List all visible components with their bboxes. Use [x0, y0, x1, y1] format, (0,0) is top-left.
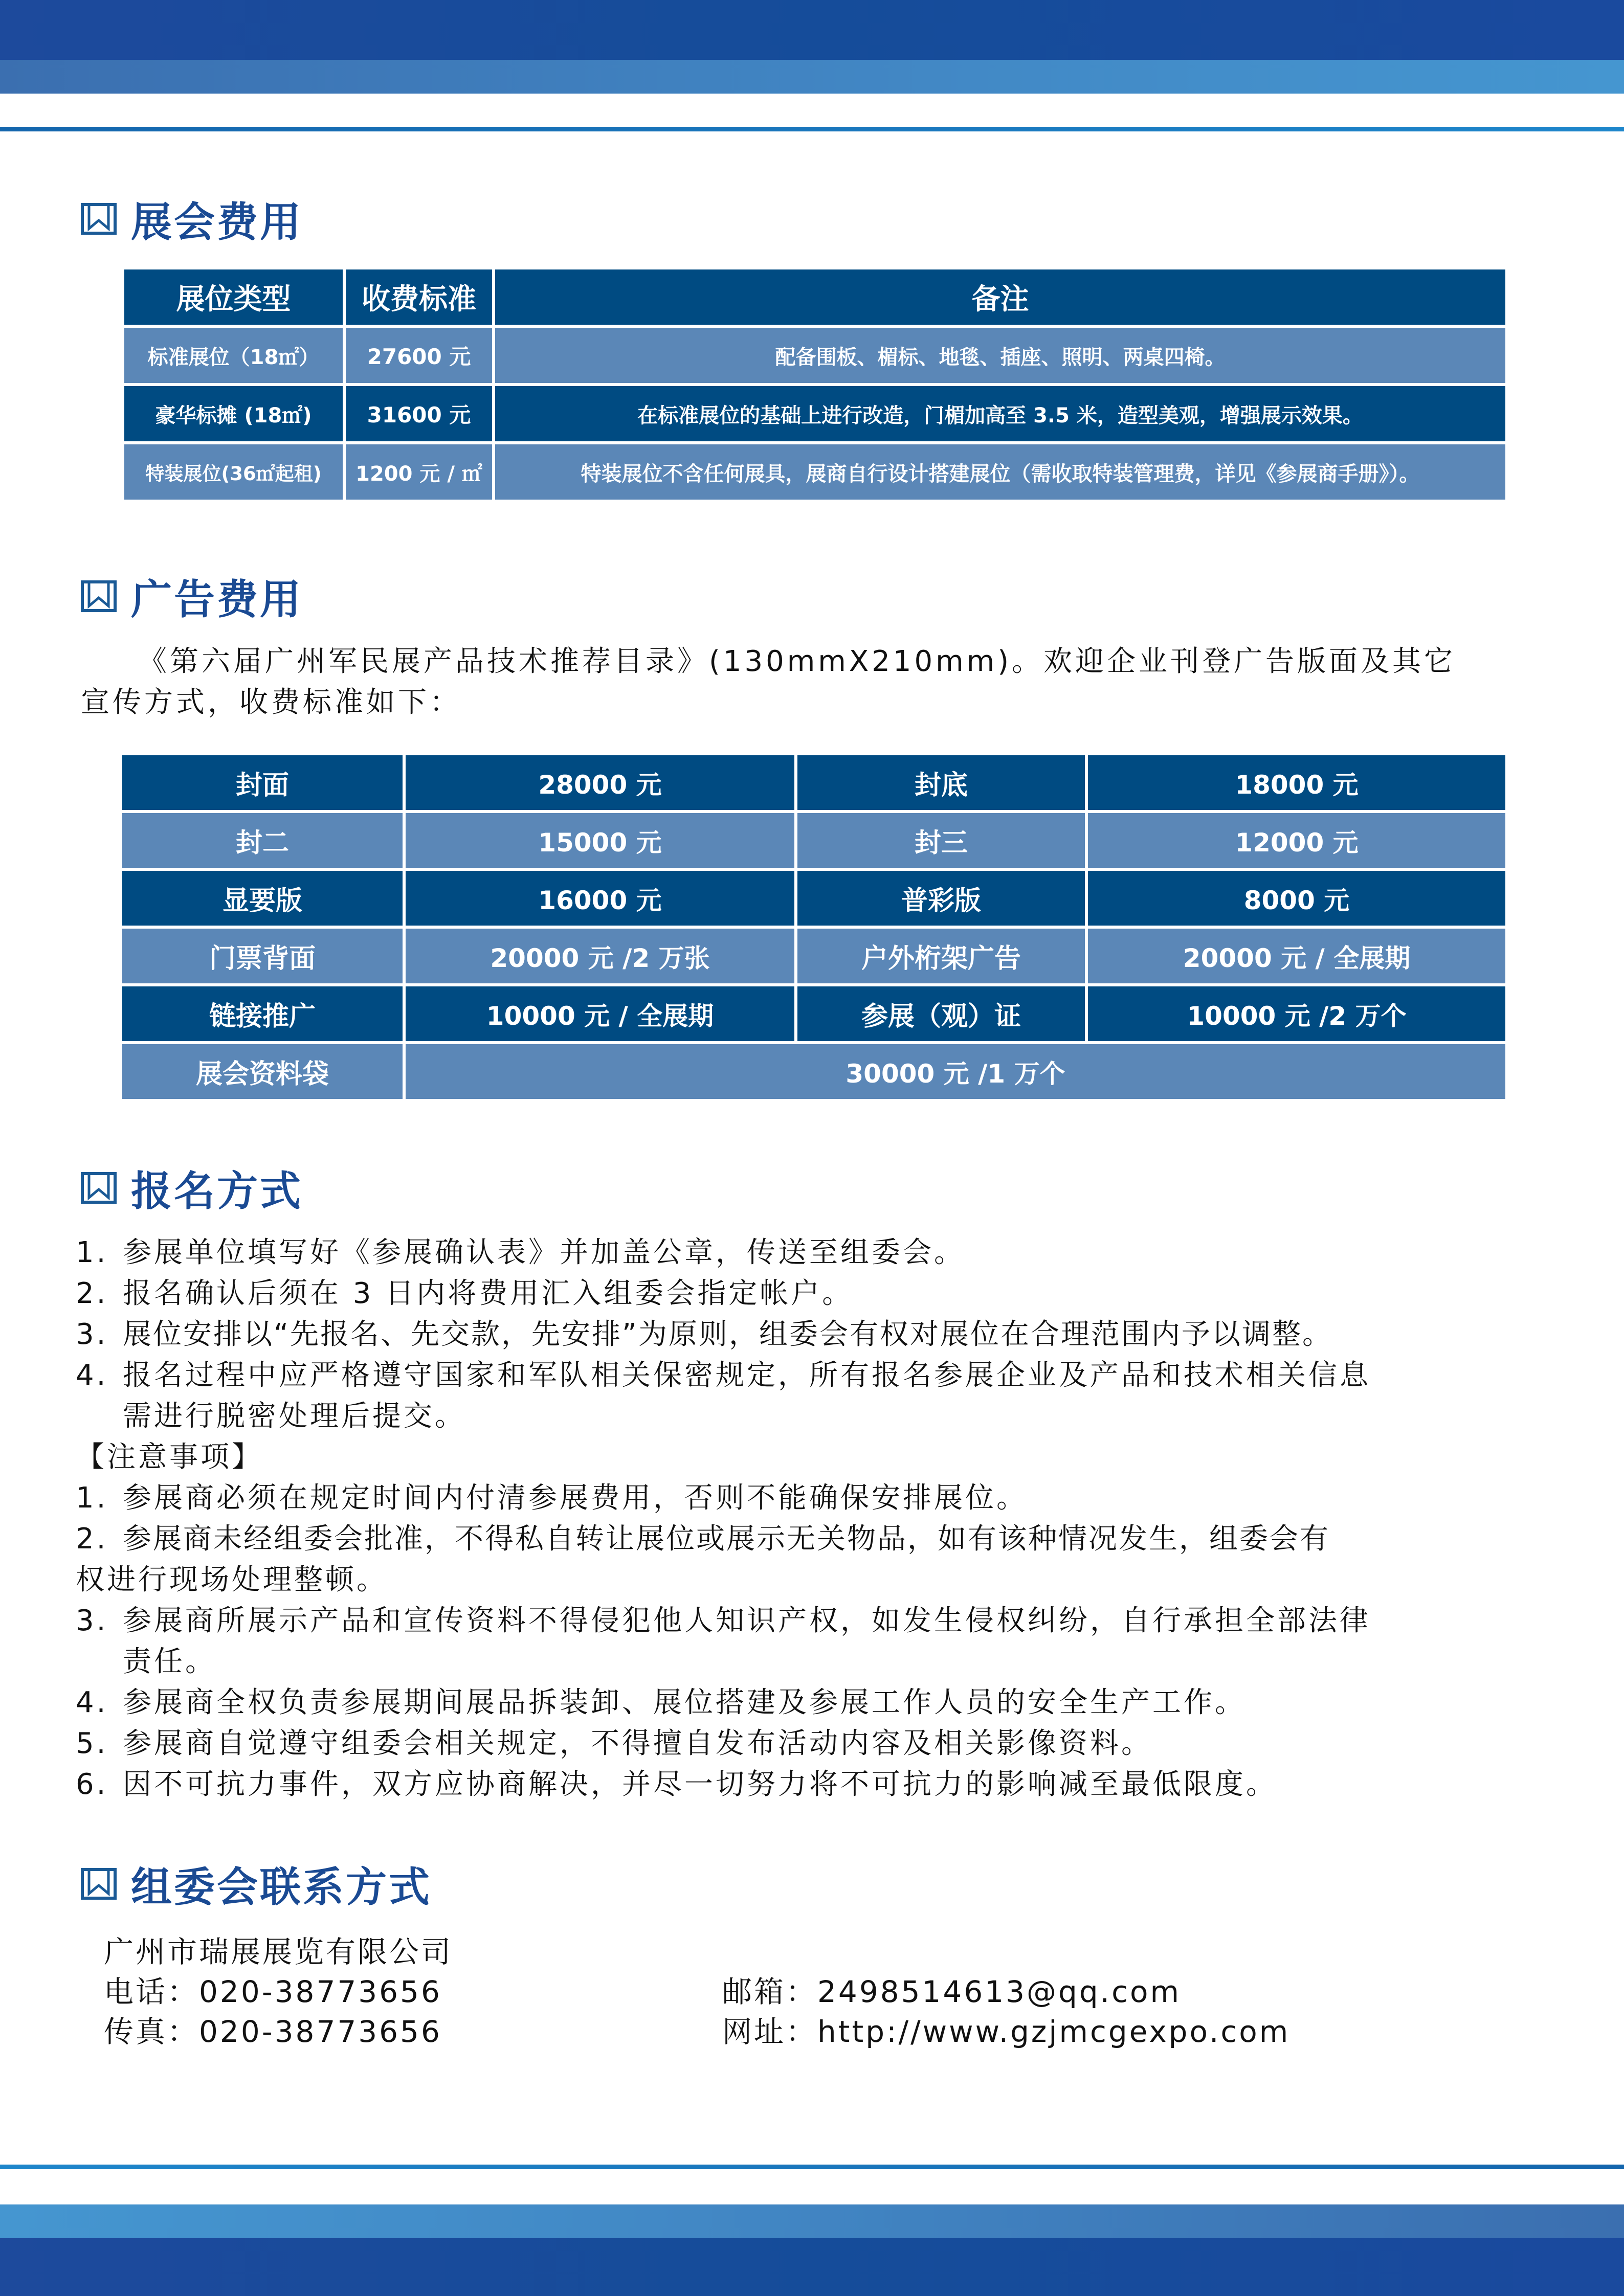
website-label: 网址： — [722, 2014, 818, 2049]
list-number: 2. — [76, 1277, 108, 1310]
section-title-text: 组委会联系方式 — [131, 1863, 432, 1911]
contact-email — [722, 1972, 1181, 2012]
ad-price-cell: 15000 元 — [406, 813, 794, 868]
table-row — [122, 755, 1505, 810]
list-number: 5. — [76, 1727, 108, 1760]
list-text: 参展商全权负责参展期间展品拆装卸、展位搭建及参展工作人员的安全生产工作。 — [123, 1686, 1246, 1719]
email-label: 邮箱： — [722, 1974, 818, 2009]
price-cell: 1200 元 / ㎡ — [346, 444, 492, 500]
price-cell: 27600 元 — [346, 328, 492, 383]
list-number: 4. — [76, 1686, 108, 1719]
footer-divider-line — [0, 2165, 1624, 2169]
header-booth-type: 展位类型 — [124, 269, 343, 325]
list-number: 3. — [76, 1604, 108, 1637]
contact-company: 广州市瑞展展览有限公司 — [104, 1934, 453, 1969]
list-number: 1. — [76, 1236, 108, 1269]
list-text: 需进行脱密处理后提交。 — [123, 1400, 466, 1433]
list-text: 参展商必须在规定时间内付清参展费用，否则不能确保安排展位。 — [123, 1481, 1028, 1515]
section-title-contact — [81, 1854, 432, 1913]
list-item — [76, 1314, 1569, 1355]
list-text: 因不可抗力事件，双方应协商解决，并尽一切努力将不可抗力的影响减至最低限度。 — [123, 1768, 1277, 1801]
table-row — [122, 871, 1505, 926]
ad-item-cell: 参展（观）证 — [797, 986, 1085, 1041]
list-item — [76, 1232, 1569, 1273]
table-row — [122, 1044, 1505, 1099]
ad-price-cell: 18000 元 — [1088, 755, 1505, 810]
email-link[interactable]: 2498514613@qq.com — [817, 1974, 1181, 2009]
exhibition-fees-table — [121, 266, 1508, 503]
list-number: 6. — [76, 1768, 108, 1801]
section-title-text: 报名方式 — [131, 1167, 303, 1215]
ad-price-cell: 20000 元 / 全展期 — [1088, 929, 1505, 983]
section-title-text: 展会费用 — [131, 198, 303, 246]
section-title-registration — [81, 1158, 303, 1217]
ad-item-cell: 普彩版 — [797, 871, 1085, 926]
list-item — [76, 1601, 1569, 1641]
list-item-continuation — [76, 1396, 1569, 1437]
ad-price-cell: 20000 元 /2 万张 — [406, 929, 794, 983]
table-row — [124, 444, 1505, 500]
contact-website — [722, 2012, 1290, 2052]
contact-phone — [104, 1972, 442, 2012]
list-text: 参展商未经组委会批准，不得私自转让展位或展示无关物品，如有该种情况发生，组委会有 — [123, 1522, 1330, 1556]
list-number: 4. — [76, 1359, 108, 1392]
footer-band-dark — [0, 2238, 1624, 2296]
table-header-row — [124, 269, 1505, 325]
table-row — [122, 929, 1505, 983]
list-text: 参展商所展示产品和宣传资料不得侵犯他人知识产权，如发生侵权纠纷，自行承担全部法律 — [123, 1604, 1371, 1637]
table-row — [122, 986, 1505, 1041]
list-item — [76, 1682, 1569, 1723]
list-number: 2. — [76, 1522, 108, 1556]
ad-item-cell: 封二 — [122, 813, 403, 868]
list-item-continuation — [76, 1641, 1569, 1682]
ad-price-cell: 12000 元 — [1088, 813, 1505, 868]
header-band-dark — [0, 0, 1624, 60]
website-link[interactable]: http://www.gzjmcgexpo.com — [817, 2014, 1291, 2049]
phone-label: 电话： — [104, 1974, 199, 2009]
booth-type-cell: 特装展位(36㎡起租) — [124, 444, 343, 500]
list-item — [76, 1478, 1569, 1519]
note-cell: 特装展位不含任何展具，展商自行设计搭建展位（需收取特装管理费，详见《参展商手册》）。 — [495, 444, 1505, 500]
list-number: 1. — [76, 1481, 108, 1515]
ad-item-cell: 显要版 — [122, 871, 403, 926]
table-row — [124, 386, 1505, 441]
note-cell: 在标准展位的基础上进行改造，门楣加高至 3.5 米，造型美观，增强展示效果。 — [495, 386, 1505, 441]
list-text: 展位安排以“先报名、先交款，先安排”为原则，组委会有权对展位在合理范围内予以调整。 — [123, 1318, 1333, 1351]
ad-price-cell: 28000 元 — [406, 755, 794, 810]
ad-fees-table — [119, 752, 1508, 1102]
header-band-light — [0, 60, 1624, 94]
bookmark-box-icon — [81, 1172, 117, 1204]
list-text: 参展单位填写好《参展确认表》并加盖公章，传送至组委会。 — [123, 1236, 965, 1269]
ad-intro-paragraph — [81, 641, 1564, 723]
list-text: 报名确认后须在 3 日内将费用汇入组委会指定帐户。 — [123, 1277, 854, 1310]
ad-item-cell: 链接推广 — [122, 986, 403, 1041]
ad-price-cell: 10000 元 / 全展期 — [406, 986, 794, 1041]
registration-steps — [76, 1232, 1569, 1805]
ad-item-cell: 门票背面 — [122, 929, 403, 983]
header-divider-line — [0, 127, 1624, 131]
table-row — [124, 328, 1505, 383]
ad-price-cell: 8000 元 — [1088, 871, 1505, 926]
list-text: 参展商自觉遵守组委会相关规定，不得擅自发布活动内容及相关影像资料。 — [123, 1727, 1152, 1760]
ad-price-cell: 16000 元 — [406, 871, 794, 926]
table-row — [122, 813, 1505, 868]
price-cell: 31600 元 — [346, 386, 492, 441]
ad-price-cell: 10000 元 /2 万个 — [1088, 986, 1505, 1041]
phone-value[interactable]: 020-38773656 — [199, 1974, 442, 2009]
bookmark-box-icon — [81, 203, 117, 235]
list-item — [76, 1764, 1569, 1805]
bookmark-box-icon — [81, 580, 117, 612]
list-item-wrap: 权进行现场处理整顿。 — [76, 1563, 388, 1596]
booth-type-cell: 豪华标摊 (18㎡) — [124, 386, 343, 441]
booth-type-cell: 标准展位（18㎡） — [124, 328, 343, 383]
list-item — [76, 1273, 1569, 1314]
ad-intro-line-2: 宣传方式，收费标准如下： — [81, 686, 461, 719]
ad-item-cell: 封底 — [797, 755, 1085, 810]
notes-heading: 【注意事项】 — [76, 1440, 263, 1474]
fax-label: 传真： — [104, 2014, 199, 2049]
ad-item-cell: 户外桁架广告 — [797, 929, 1085, 983]
section-title-exhibition-fees — [81, 189, 303, 248]
list-text: 报名过程中应严格遵守国家和军队相关保密规定，所有报名参展企业及产品和技术相关信息 — [123, 1359, 1371, 1392]
section-title-text: 广告费用 — [131, 576, 303, 623]
ad-item-cell: 展会资料袋 — [122, 1044, 403, 1099]
list-item — [76, 1355, 1569, 1396]
list-item — [76, 1723, 1569, 1764]
ad-intro-line-1: 《第六届广州军民展产品技术推荐目录》(130mmX210mm)。欢迎企业刊登广告版面及其它 — [138, 645, 1456, 678]
header-price: 收费标准 — [346, 269, 492, 325]
list-item — [76, 1519, 1569, 1560]
ad-item-cell: 封面 — [122, 755, 403, 810]
fax-value: 020-38773656 — [199, 2014, 442, 2049]
ad-item-cell: 封三 — [797, 813, 1085, 868]
contact-fax — [104, 2012, 442, 2052]
list-number: 3. — [76, 1318, 108, 1351]
list-text: 责任。 — [123, 1645, 216, 1678]
bookmark-box-icon — [81, 1868, 117, 1900]
header-note: 备注 — [495, 269, 1505, 325]
section-title-ad-fees — [81, 567, 303, 625]
note-cell: 配备围板、楣标、地毯、插座、照明、两桌四椅。 — [495, 328, 1505, 383]
footer-band-light — [0, 2204, 1624, 2238]
ad-price-cell: 30000 元 /1 万个 — [406, 1044, 1505, 1099]
